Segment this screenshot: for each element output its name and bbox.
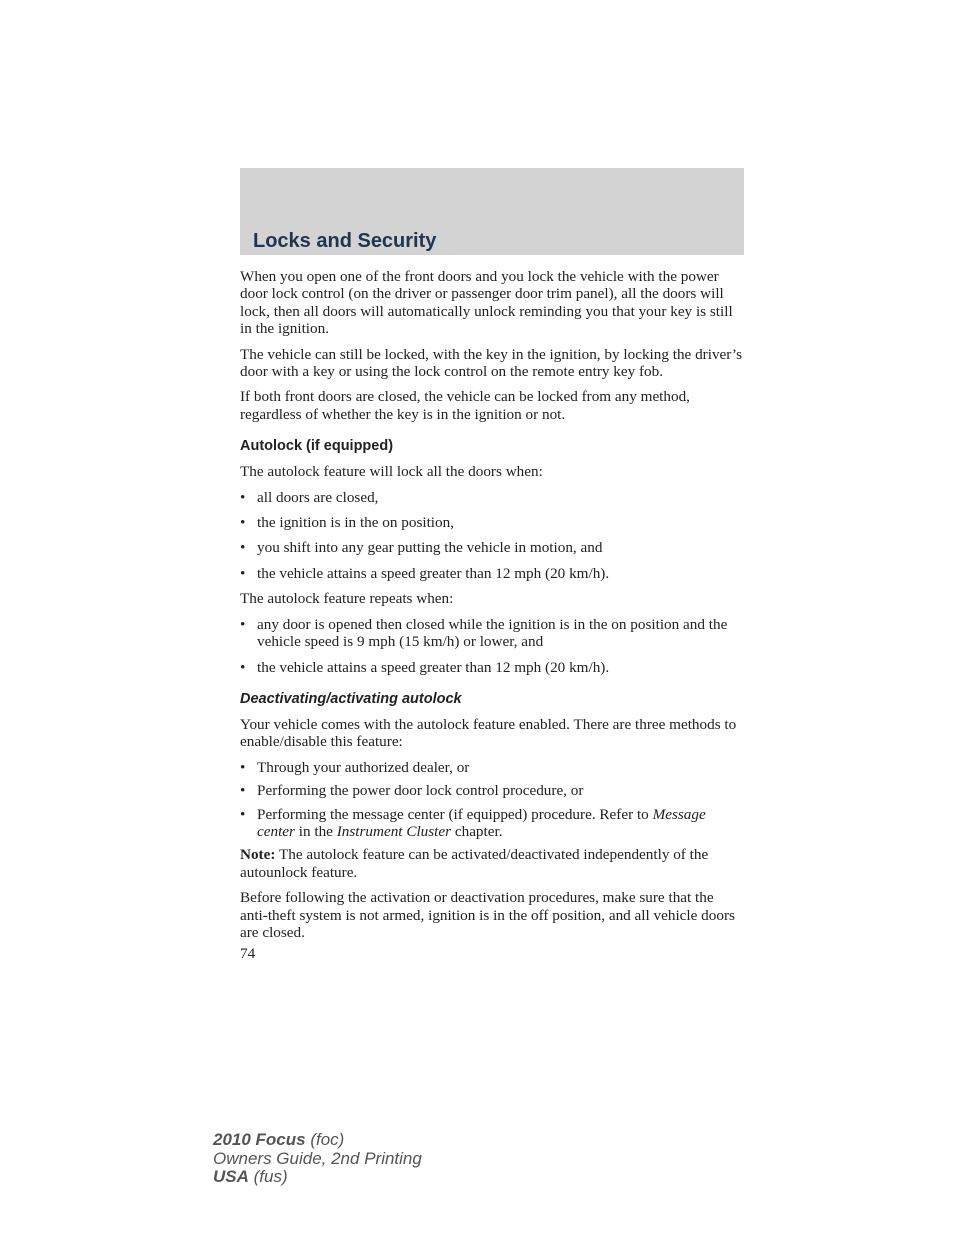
bullet-marker: •	[240, 539, 246, 557]
cross-reference: Message center	[257, 805, 706, 840]
section-title: Locks and Security	[253, 230, 437, 252]
bullet-marker: •	[240, 514, 246, 532]
bullet-marker: •	[240, 658, 246, 676]
footer-line	[213, 1168, 422, 1187]
list-item	[240, 539, 744, 556]
list-item	[240, 616, 744, 651]
footer-model-code: (foc)	[305, 1130, 345, 1149]
methods-list	[240, 759, 744, 841]
page-content	[240, 268, 744, 963]
bullet-marker: •	[240, 564, 246, 582]
autolock-repeat-list	[240, 616, 744, 676]
list-item-text: any door is opened then closed while the ignition is in the on position and the vehicle speed is 9 mph (15 km/h) or lower, and	[257, 615, 728, 651]
footer-model: 2010 Focus	[213, 1130, 306, 1149]
list-item-text: the vehicle attains a speed greater than 12 mph (20 km/h).	[257, 658, 610, 676]
list-item-text-part: in the	[294, 822, 337, 840]
bullet-marker: •	[240, 758, 246, 776]
list-item	[240, 806, 744, 841]
list-item	[240, 565, 744, 582]
bullet-marker: •	[240, 615, 246, 633]
list-item	[240, 659, 744, 676]
footer-line: Owners Guide, 2nd Printing	[213, 1148, 422, 1168]
bullet-marker: •	[240, 782, 246, 800]
list-item-text: the vehicle attains a speed greater than 12 mph (20 km/h).	[257, 564, 610, 582]
intro-paragraph: The vehicle can still be locked, with the key in the ignition, by locking the driver’s door with a key or using the lock control on the remote entry key fob.	[240, 345, 743, 381]
list-item-text: you shift into any gear putting the vehicle in motion, and	[257, 539, 603, 557]
list-item-text: Performing the power door lock control procedure, or	[257, 782, 584, 800]
document-footer	[213, 1131, 422, 1187]
list-item-text: all doors are closed,	[257, 488, 379, 506]
page-number: 74	[240, 945, 256, 963]
footer-line	[213, 1131, 422, 1150]
footer-market-code: (fus)	[248, 1167, 288, 1186]
bullet-marker: •	[240, 805, 246, 823]
intro-paragraph: When you open one of the front doors and you lock the vehicle with the power door lock control (on the driver or passenger door trim panel), all the doors will lock, then all doors will automatically unlock reminding you that your key is still in the ignition.	[240, 268, 733, 338]
closing-paragraph: Before following the activation or deactivation procedures, make sure that the anti-theft system is not armed, ignition is in the off position, and all vehicle doors are closed.	[240, 889, 735, 941]
list-item-text: the ignition is in the on position,	[257, 514, 455, 532]
note-label: Note:	[240, 846, 276, 864]
intro-paragraph: If both front doors are closed, the vehicle can be locked from any method, regardless of whether the key is in the ignition or not.	[240, 388, 690, 423]
list-item	[240, 782, 744, 799]
autolock-heading: Autolock (if equipped)	[240, 438, 394, 455]
list-item-text-part: chapter.	[451, 822, 503, 840]
list-item	[240, 759, 744, 776]
note-paragraph	[240, 846, 744, 881]
autolock-conditions-list	[240, 489, 744, 583]
list-item-text	[257, 806, 706, 840]
section-header-band	[240, 168, 744, 255]
list-item-text-part: Performing the message center (if equipped) procedure. Refer to	[257, 805, 653, 823]
note-text: The autolock feature can be activated/deactivated independently of the autounlock feature.	[240, 846, 709, 881]
deactivating-lead: Your vehicle comes with the autolock feature enabled. There are three methods to enable/disable this feature:	[240, 715, 737, 751]
list-item	[240, 489, 744, 506]
deactivating-heading: Deactivating/activating autolock	[240, 690, 462, 707]
cross-reference: Instrument Cluster	[336, 822, 452, 840]
footer-market: USA	[213, 1167, 249, 1186]
list-item	[240, 514, 744, 531]
list-item-text: Through your authorized dealer, or	[257, 758, 470, 776]
autolock-repeat-lead: The autolock feature repeats when:	[240, 590, 454, 608]
bullet-marker: •	[240, 488, 246, 506]
autolock-lead: The autolock feature will lock all the doors when:	[240, 463, 543, 481]
